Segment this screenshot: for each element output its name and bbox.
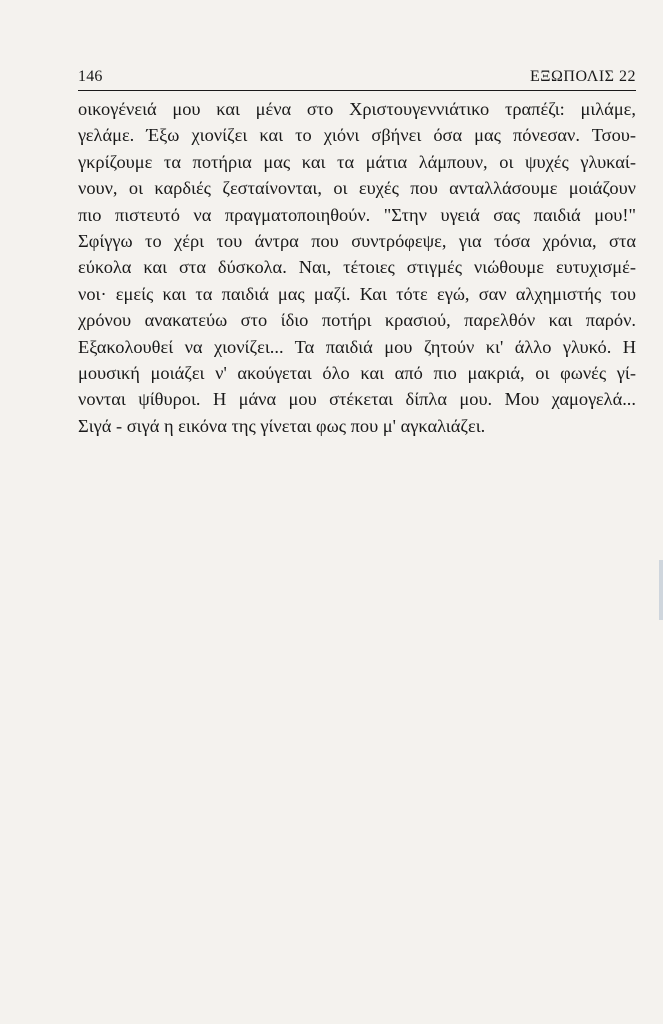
text-line: γκρίζουμε τα ποτήρια μας και τα μάτια λάμπουν, οι ψυχές γλυκαί- — [78, 151, 636, 172]
text-line: μουσική μοιάζει ν' ακούγεται όλο και από πιο μακριά, οι φωνές γί- — [78, 363, 636, 384]
text-line: πιο πιστευτό να πραγματοποιηθούν. "Στην υγειά σας παιδιά μου!" — [78, 204, 636, 225]
text-line: νονται ψίθυροι. Η μάνα μου στέκεται δίπλα μου. Μου χαμογελά... — [78, 389, 636, 410]
text-line-last: Σιγά - σιγά η εικόνα της γίνεται φως που μ' αγκαλιάζει. — [78, 415, 486, 436]
text-line: χρόνου ανακατεύω στο ίδιο ποτήρι κρασιού, παρελθόν και παρόν. — [78, 310, 636, 331]
text-line: Εξακολουθεί να χιονίζει... Τα παιδιά μου ζητούν κι' άλλο γλυκό. Η — [78, 336, 636, 357]
text-line: νουν, οι καρδιές ζεσταίνονται, οι ευχές που ανταλλάσουμε μοιάζουν — [78, 178, 636, 199]
text-line: εύκολα και στα δύσκολα. Ναι, τέτοιες στιγμές νιώθουμε ευτυχισμέ- — [78, 257, 636, 278]
running-head: ΕΞΩΠΟΛΙΣ 22 — [529, 68, 636, 85]
page-number: 146 — [78, 68, 103, 85]
text-line: γελάμε. Έξω χιονίζει και το χιόνι σβήνει όσα μας πόνεσαν. Τσου- — [78, 125, 636, 146]
text-line: οικογένειά μου και μένα στο Χριστουγεννιάτικο τραπέζι: μιλάμε, — [78, 99, 636, 119]
body-text — [78, 96, 636, 439]
text-line: νοι· εμείς και τα παιδιά μας μαζί. Και τότε εγώ, σαν αλχημιστής του — [78, 283, 636, 304]
text-line: Σφίγγω το χέρι του άντρα που συντρόφεψε, για τόσα χρόνια, στα — [78, 231, 636, 252]
page-edge-shadow — [659, 560, 663, 620]
page-header — [78, 64, 636, 91]
